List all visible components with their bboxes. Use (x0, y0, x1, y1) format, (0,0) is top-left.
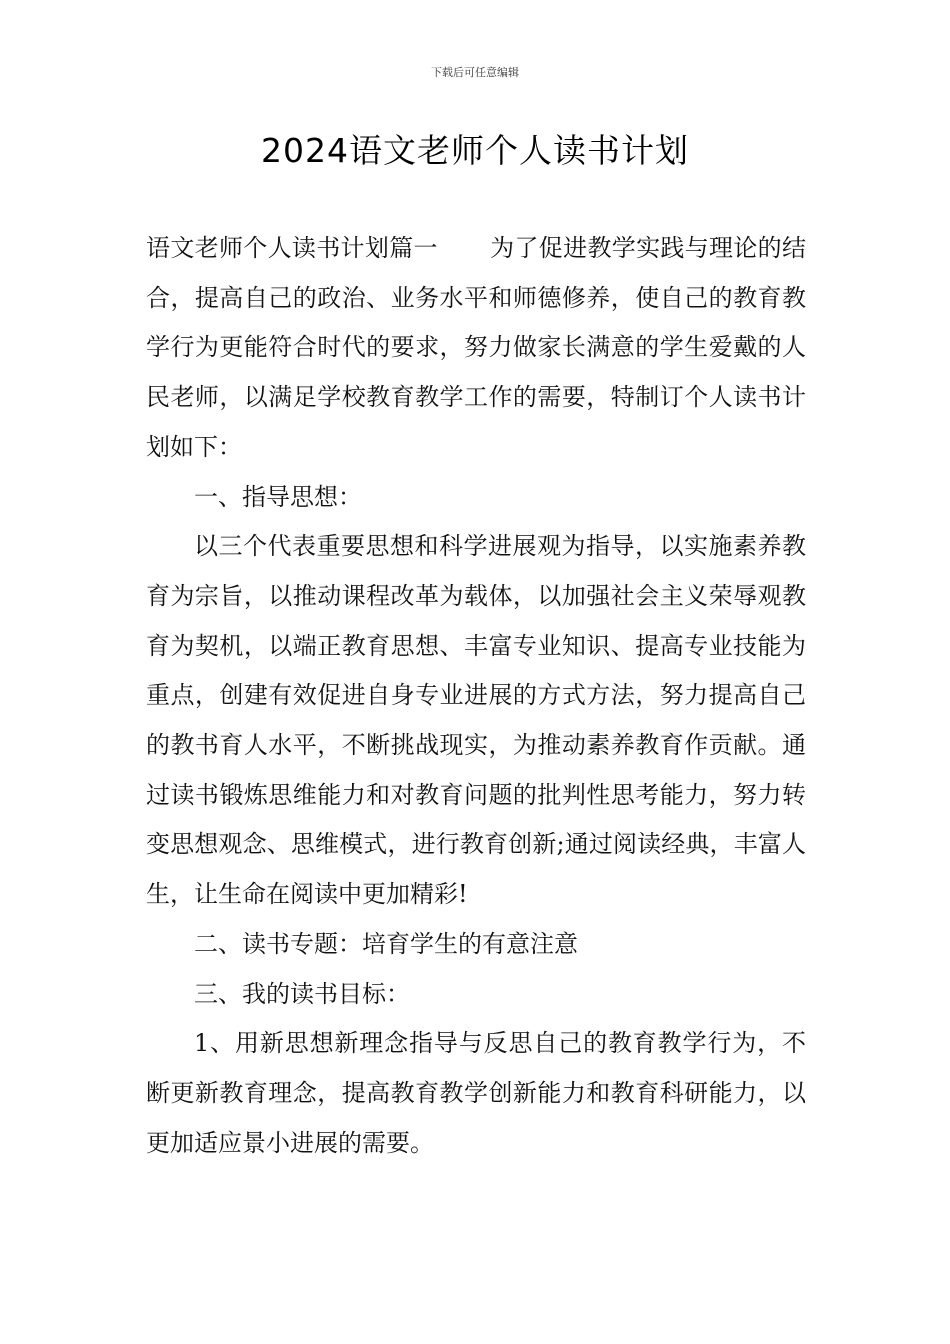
section3-heading: 三、我的读书目标： (194, 979, 410, 1008)
item1-paragraph: 1、用新思想新理念指导与反思自己的教育教学行为，不断更新教育理念，提高教育教学创新能力和教育科研能力，以更加适应景小进展的需要。 (146, 1029, 806, 1157)
intro-heading: 语文老师个人读书计划篇一 (146, 234, 438, 262)
intro-paragraph (146, 224, 806, 473)
header-note: 下载后可任意编辑 (431, 66, 519, 79)
section1-heading: 一、指导思想： (194, 482, 362, 511)
section2-heading: 二、读书专题：培育学生的有意注意 (194, 929, 578, 958)
intro-text: 为了促进教学实践与理论的结合，提高自己的政治、业务水平和师德修养，使自己的教育教学行为更能符合时代的要求，努力做家长满意的学生爱戴的人民老师，以满足学校教育教学工作的需要，特制订个人读书计划如下： (146, 234, 807, 461)
document-body (146, 224, 806, 1168)
section1-paragraph: 以三个代表重要思想和科学进展观为指导，以实施素养教育为宗旨，以推动课程改革为载体，以加强社会主义荣辱观教育为契机，以端正教育思想、丰富专业知识、提高专业技能为重点，创建有效促进自身专业进展的方式方法，努力提高自己的教书育人水平，不断挑战现实，为推动素养教育作贡献。通过读书锻炼思维能力和对教育问题的批判性思考能力，努力转变思想观念、思维模式，进行教育创新;通过阅读经典，丰富人生，让生命在阅读中更加精彩! (146, 532, 806, 909)
document-title: 2024语文老师个人读书计划 (261, 131, 689, 170)
